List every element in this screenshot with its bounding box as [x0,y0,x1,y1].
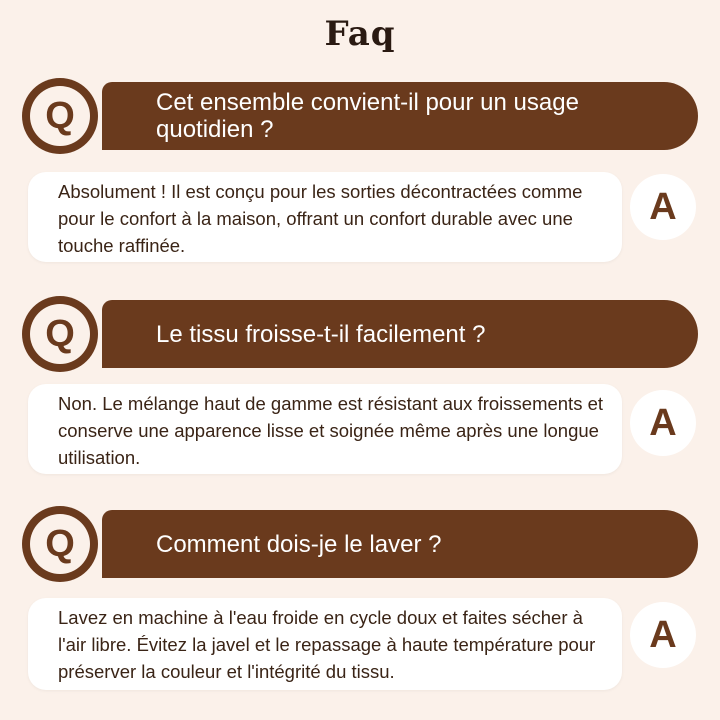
question-text: Cet ensemble convient-il pour un usage quotidien ? [156,89,579,143]
a-letter: A [649,402,677,444]
q-letter: Q [45,523,75,565]
question-text: Comment dois-je le laver ? [156,530,442,558]
question-text: Le tissu froisse-t-il facilement ? [156,320,486,348]
q-letter: Q [45,95,75,137]
a-badge [630,390,696,456]
q-badge [22,78,98,154]
a-letter: A [649,614,677,656]
q-badge [22,506,98,582]
answer-text: Absolument ! Il est conçu pour les sorties décontractées comme pour le confort à la maison, offrant un confort durable avec une touche raffinée. [58,181,583,256]
faq-answer-1 [28,172,622,262]
page-title: Faq [324,14,396,54]
a-badge [630,602,696,668]
faq-answer-2 [28,384,622,474]
faq-question-3[interactable] [22,506,698,582]
a-letter: A [649,186,677,228]
q-letter: Q [45,313,75,355]
answer-text: Non. Le mélange haut de gamme est résistant aux froissements et conserve une apparence lisse et soignée même après une longue utilisation. [58,393,604,468]
a-badge [630,174,696,240]
faq-question-1[interactable] [22,78,698,154]
q-badge [22,296,98,372]
faq-answer-3 [28,598,622,690]
faq-question-2[interactable] [22,296,698,372]
answer-text: Lavez en machine à l'eau froide en cycle doux et faites sécher à l'air libre. Évitez la javel et le repassage à haute température pour préserver la couleur et l'intégrité du tissu. [58,607,596,682]
